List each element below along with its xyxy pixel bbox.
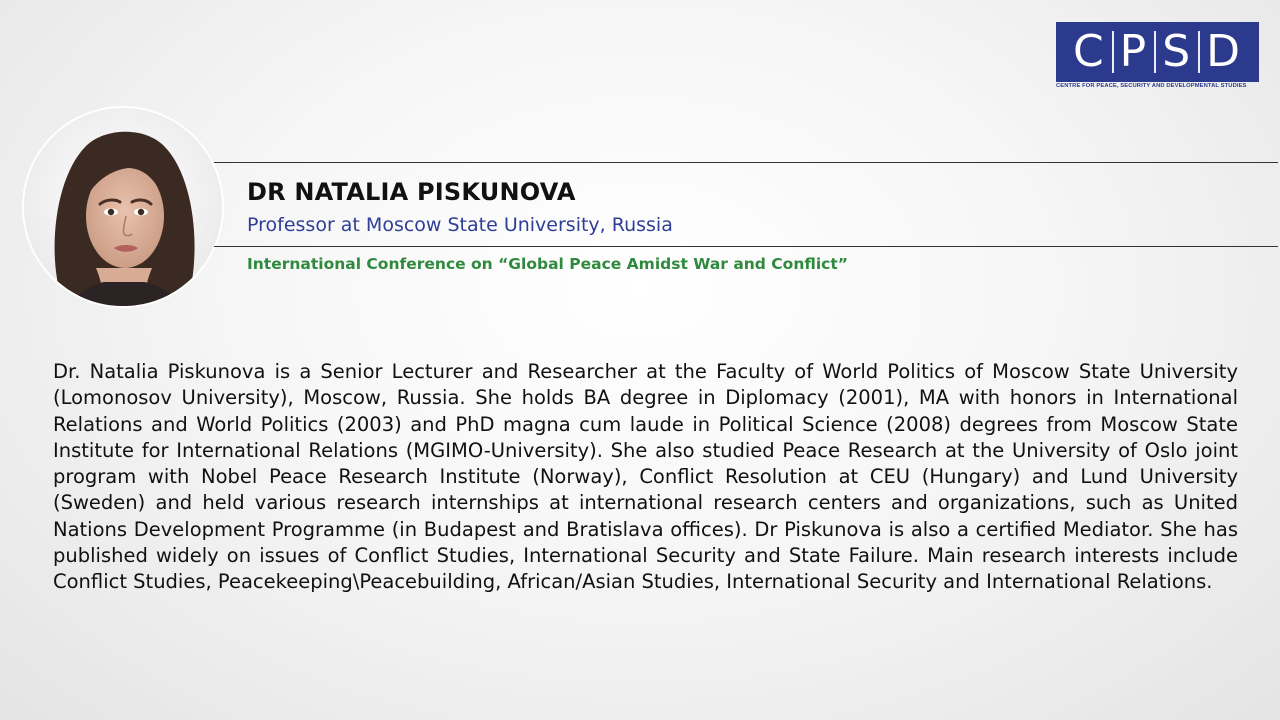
logo-box	[1056, 22, 1259, 82]
logo-letter-c: C	[1072, 26, 1106, 77]
speaker-bio: Dr. Natalia Piskunova is a Senior Lecturer and Researcher at the Faculty of World Politics of Moscow State University (Lomonosov University), Moscow, Russia. She holds BA degree in Diplomacy (2001), MA with honors in International Relations and World Politics (2003) and PhD magna cum laude in Political Science (2008) degrees from Moscow State Institute for International Relations (MGIMO-University). She also studied Peace Research at the University of Oslo joint program with Nobel Peace Research Institute (Norway), Conflict Resolution at CEU (Hungary) and Lund University (Sweden) and held various research internships at international research centers and organizations, such as United Nations Development Programme (in Budapest and Bratislava offices). Dr Piskunova is also a certified Mediator. She has published widely on issues of Conflict Studies, International Security and State Failure. Main research interests include Conflict Studies, Peacekeeping\Peacebuilding, African/Asian Studies, International Security and International Relations.	[53, 360, 1238, 594]
logo-separator	[1198, 31, 1200, 73]
logo-letter-p: P	[1119, 26, 1149, 77]
conference-title: International Conference on “Global Peace Amidst War and Conflict”	[247, 255, 848, 273]
bottom-divider	[214, 246, 1278, 247]
logo-tagline: CENTRE FOR PEACE, SECURITY AND DEVELOPMENTAL STUDIES	[1056, 83, 1247, 89]
cpsd-logo	[1056, 22, 1259, 89]
logo-separator	[1112, 31, 1114, 73]
speaker-photo	[24, 108, 222, 306]
speaker-role: Professor at Moscow State University, Russia	[247, 214, 673, 236]
logo-separator	[1154, 31, 1156, 73]
speaker-name: DR NATALIA PISKUNOVA	[247, 178, 576, 206]
speaker-portrait-icon	[24, 108, 222, 306]
logo-letter-s: S	[1162, 26, 1193, 77]
top-divider	[214, 162, 1278, 163]
logo-letter-d: D	[1206, 26, 1243, 77]
